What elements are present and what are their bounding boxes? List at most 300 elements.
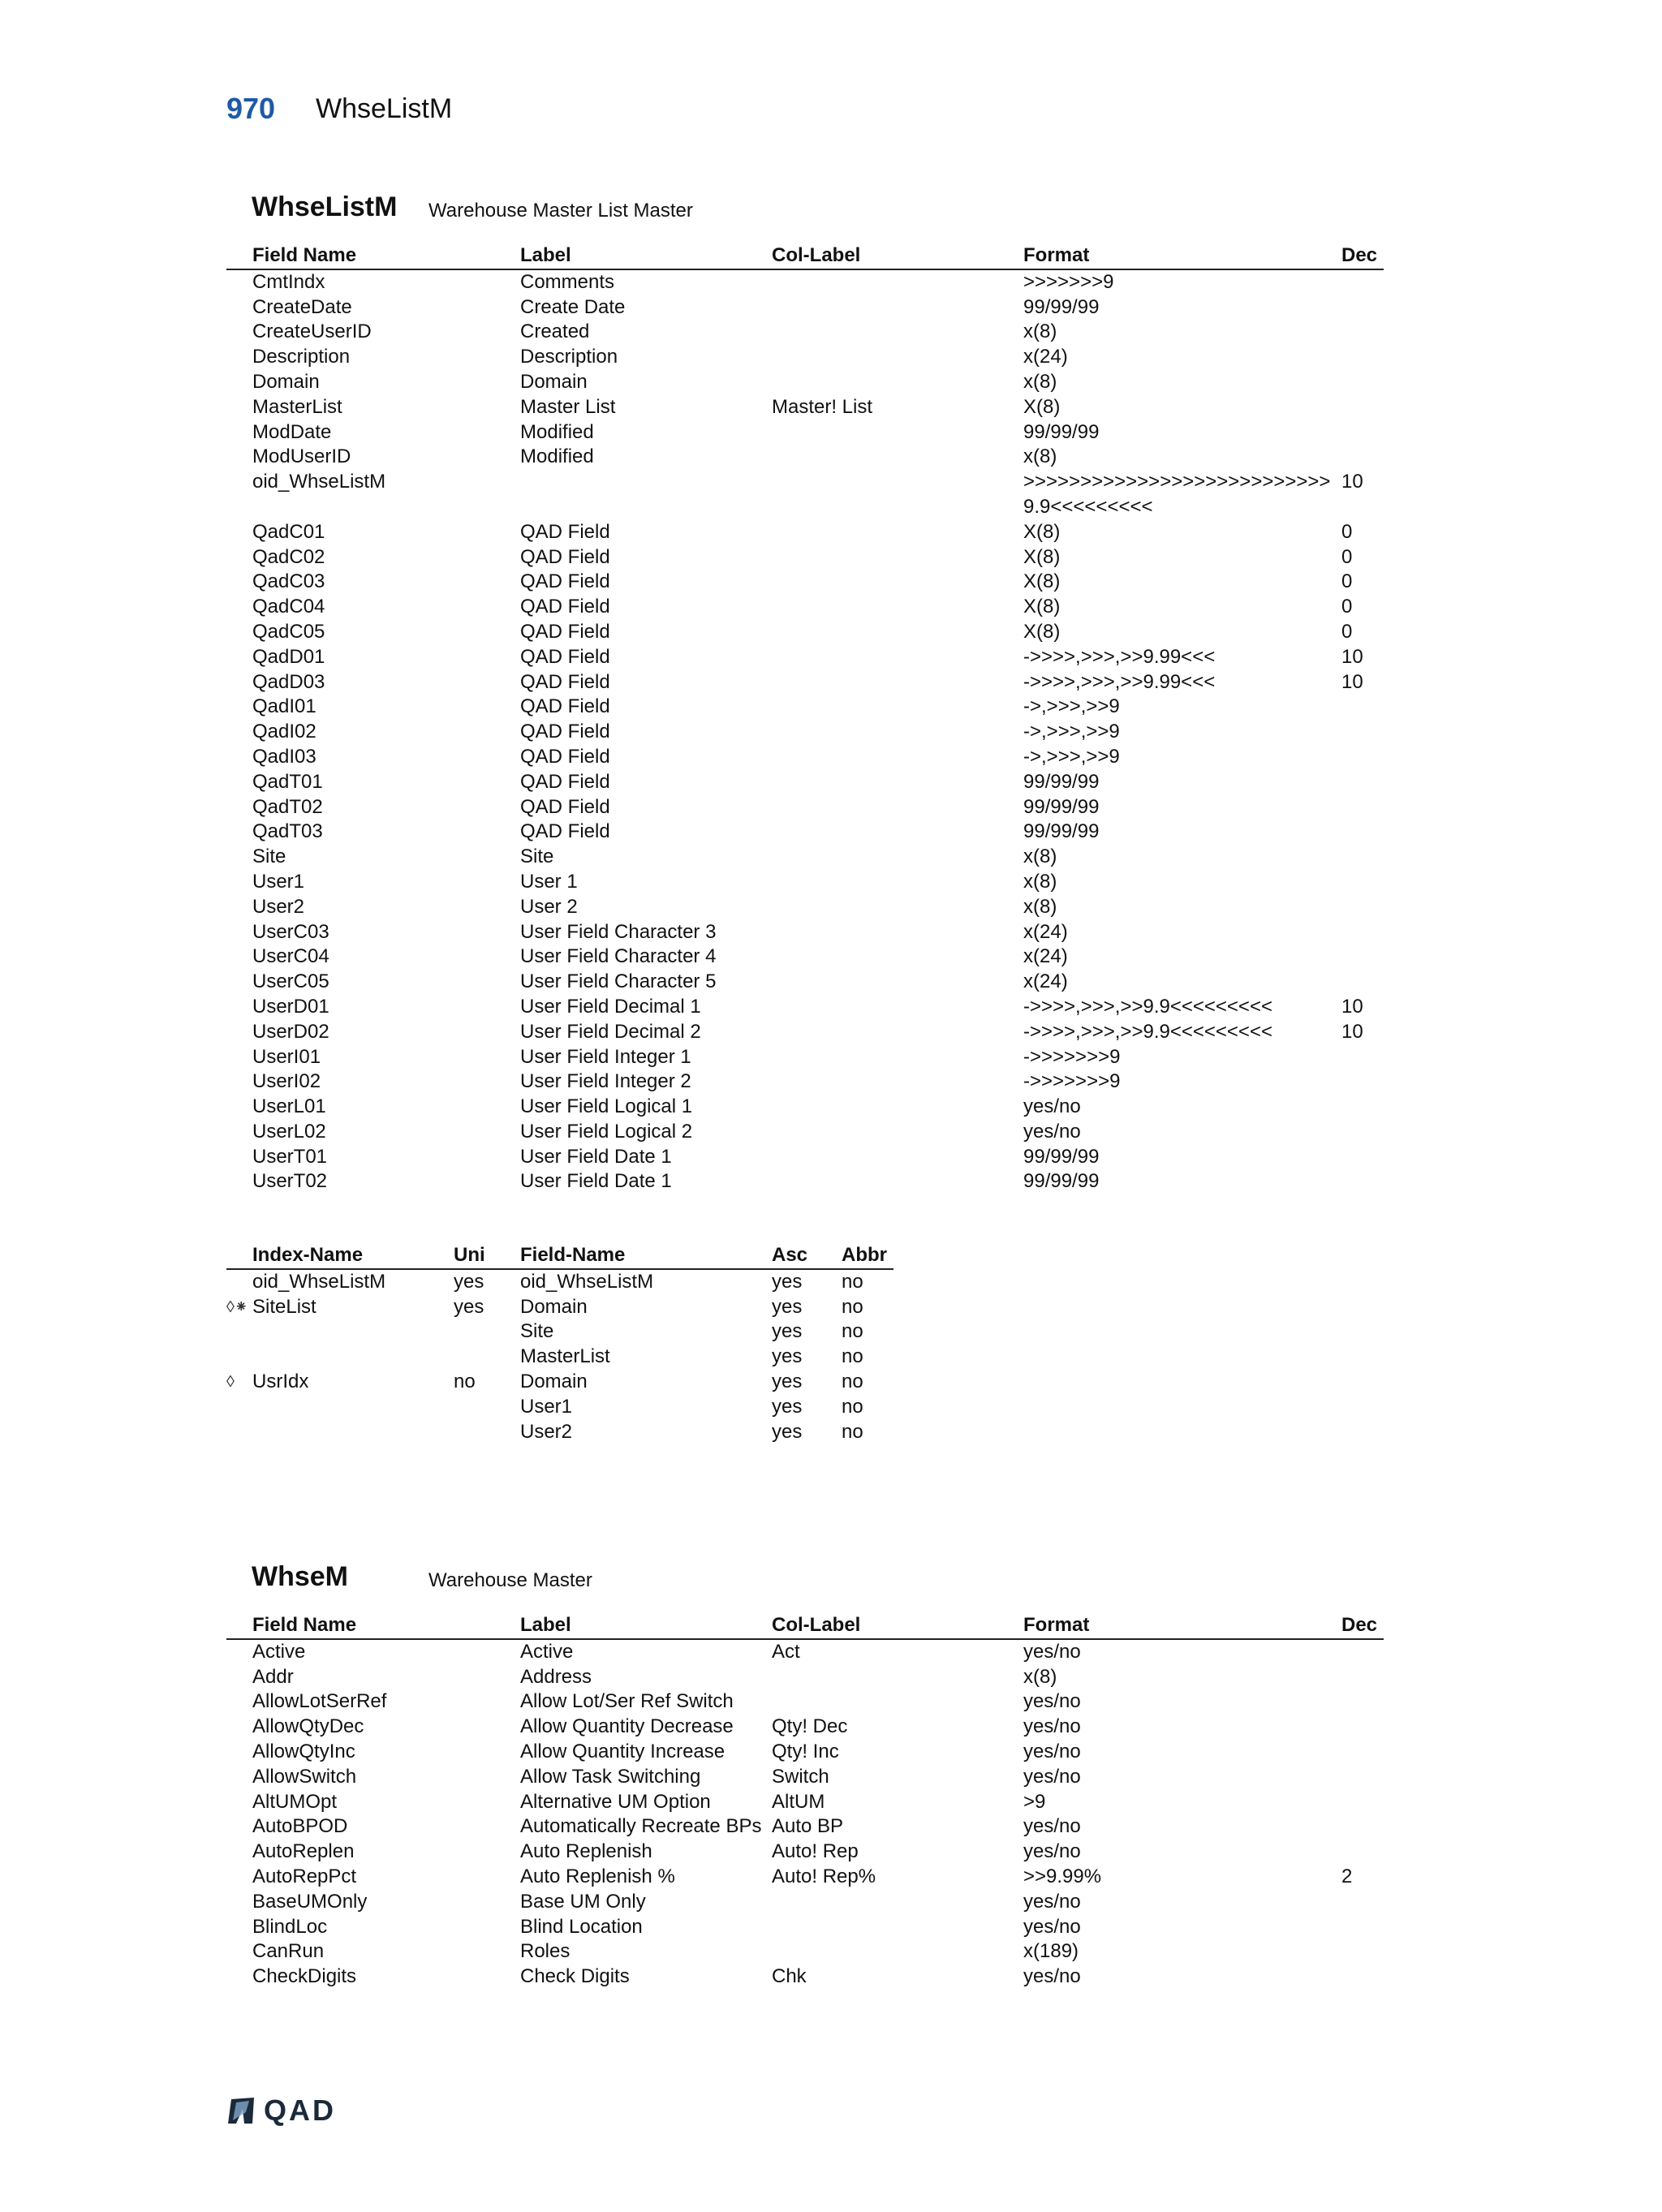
cell-format: x(24) (1023, 945, 1068, 968)
cell-field: UserI02 (252, 1070, 321, 1093)
table-row (226, 1095, 1384, 1120)
cell-collabel (772, 645, 1023, 670)
cell-collabel: Qty! Dec (772, 1715, 848, 1738)
table-row (226, 445, 1384, 470)
cell-dec (1341, 1790, 1384, 1815)
cell-field: ModDate (252, 420, 332, 443)
row-spacer (226, 1915, 252, 1940)
cell-format: >>>>>>>>>>>>>>>>>>>>>>>>>>>9.9<<<<<<<<< (1023, 471, 1331, 518)
cell-dec (1341, 1639, 1384, 1665)
cell-collabel (772, 1939, 1023, 1965)
row-spacer (226, 320, 252, 345)
table-row (226, 520, 1384, 545)
cell-field: oid_WhseListM (520, 1270, 654, 1293)
row-spacer (226, 970, 252, 995)
cell-collabel (772, 1120, 1023, 1145)
table-row (226, 370, 1384, 395)
cell-collabel (772, 595, 1023, 620)
cell-field: UserL01 (252, 1095, 326, 1118)
cell-collabel (772, 995, 1023, 1020)
cell-field: oid_WhseListM (252, 471, 386, 493)
cell-index: SiteList (252, 1295, 316, 1318)
cell-uni (454, 1319, 520, 1345)
cell-label: QAD Field (520, 795, 610, 818)
table-row (226, 1639, 1384, 1665)
cell-field: QadD03 (252, 670, 325, 693)
table-row (226, 1814, 1384, 1840)
cell-dec (1341, 895, 1384, 920)
row-spacer (226, 1740, 252, 1765)
header-asc: Asc (772, 1243, 842, 1269)
cell-format: >>>>>>>9 (1023, 270, 1114, 293)
cell-format: x(189) (1023, 1940, 1079, 1963)
row-spacer (226, 895, 252, 920)
cell-collabel (772, 945, 1023, 970)
cell-collabel (772, 295, 1023, 321)
index-marker: ◊⁕ (226, 1298, 248, 1316)
row-spacer (226, 1715, 252, 1740)
cell-format: >>9.99% (1023, 1865, 1102, 1887)
cell-format: yes/no (1023, 1120, 1081, 1143)
cell-format: ->>>>,>>>,>>9.99<<< (1023, 645, 1216, 668)
table-row (226, 720, 1384, 745)
cell-dec: 10 (1341, 471, 1363, 493)
row-spacer (226, 1790, 252, 1815)
table-row (226, 770, 1384, 795)
cell-field: QadC04 (252, 596, 325, 618)
index-row (226, 1295, 893, 1320)
cell-format: x(8) (1023, 445, 1057, 468)
cell-field: CreateUserID (252, 321, 372, 343)
table-row (226, 1715, 1384, 1740)
cell-label: QAD Field (520, 645, 610, 668)
row-spacer (226, 570, 252, 595)
header-spacer (226, 1613, 252, 1639)
header-col-label: Col-Label (772, 1613, 1023, 1639)
row-spacer (226, 1120, 252, 1145)
cell-field: QadT02 (252, 795, 323, 818)
table-row (226, 1020, 1384, 1045)
table-row (226, 320, 1384, 345)
cell-label: Roles (520, 1940, 571, 1963)
row-spacer (226, 370, 252, 395)
cell-label: QAD Field (520, 721, 610, 743)
cell-dec: 0 (1341, 520, 1353, 543)
cell-field: UserL02 (252, 1120, 326, 1143)
header-field-name: Field-Name (520, 1243, 772, 1269)
row-spacer (226, 520, 252, 545)
cell-abbr: no (842, 1420, 863, 1443)
cell-field: MasterList (252, 395, 342, 418)
cell-format: yes/no (1023, 1095, 1081, 1118)
table-title-whsem (252, 1561, 592, 1593)
cell-label: User Field Character 5 (520, 970, 717, 993)
cell-asc: yes (772, 1395, 803, 1418)
cell-field: User1 (252, 870, 305, 893)
cell-format: x(8) (1023, 321, 1057, 343)
table-row (226, 795, 1384, 820)
index-marker (226, 1269, 252, 1295)
header-field-name: Field Name (252, 243, 520, 269)
table-row (226, 745, 1384, 770)
cell-format: ->>>>>>>9 (1023, 1070, 1121, 1093)
cell-dec (1341, 420, 1384, 445)
index-marker: ◊ (226, 1372, 235, 1391)
cell-format: 99/99/99 (1023, 1170, 1100, 1193)
cell-collabel (772, 670, 1023, 695)
row-spacer (226, 620, 252, 645)
index-body (226, 1269, 893, 1445)
cell-format: x(24) (1023, 346, 1068, 368)
cell-field: UserC05 (252, 970, 329, 993)
table-row (226, 820, 1384, 845)
table-row (226, 1915, 1384, 1940)
cell-format: x(8) (1023, 370, 1057, 393)
table-row (226, 1069, 1384, 1095)
cell-field: QadD01 (252, 645, 325, 668)
index-marker (226, 1345, 252, 1370)
cell-dec (1341, 1665, 1384, 1690)
table-row (226, 945, 1384, 970)
cell-label: User Field Decimal 1 (520, 995, 701, 1018)
cell-dec (1341, 445, 1384, 470)
cell-dec: 0 (1341, 596, 1353, 618)
cell-asc: yes (772, 1420, 803, 1443)
cell-field: Domain (252, 370, 320, 393)
table-row (226, 1045, 1384, 1070)
table-row (226, 420, 1384, 445)
page-number: 970 (226, 92, 276, 125)
cell-field: AutoRepPct (252, 1865, 357, 1887)
cell-label: Auto Replenish % (520, 1865, 675, 1887)
header-spacer (226, 243, 252, 269)
table-body (226, 1639, 1384, 1990)
cell-field: QadC01 (252, 520, 325, 543)
cell-dec (1341, 370, 1384, 395)
qad-logo-text: QAD (264, 2094, 336, 2127)
header-format: Format (1023, 243, 1341, 269)
cell-dec (1341, 269, 1384, 295)
cell-collabel (772, 820, 1023, 845)
cell-collabel (772, 920, 1023, 945)
cell-dec (1341, 695, 1384, 720)
cell-label: QAD Field (520, 570, 610, 593)
cell-format: x(8) (1023, 895, 1057, 918)
cell-field: Addr (252, 1665, 294, 1688)
row-spacer (226, 745, 252, 770)
cell-dec (1341, 920, 1384, 945)
cell-dec (1341, 745, 1384, 770)
cell-format: yes/no (1023, 1715, 1081, 1738)
index-marker (226, 1319, 252, 1345)
table-description: Warehouse Master List Master (428, 200, 693, 222)
row-spacer (226, 395, 252, 420)
table-row (226, 1169, 1384, 1194)
row-spacer (226, 820, 252, 845)
table-row (226, 1120, 1384, 1145)
cell-dec (1341, 1045, 1384, 1070)
cell-field: BaseUMOnly (252, 1890, 368, 1913)
cell-dec (1341, 345, 1384, 370)
cell-dec: 10 (1341, 670, 1363, 693)
cell-format: 99/99/99 (1023, 795, 1100, 818)
row-spacer (226, 1145, 252, 1170)
row-spacer (226, 720, 252, 745)
cell-format: yes/no (1023, 1815, 1081, 1838)
cell-collabel: AltUM (772, 1790, 825, 1813)
cell-collabel: Chk (772, 1965, 807, 1988)
row-spacer (226, 870, 252, 895)
cell-field: Domain (520, 1295, 588, 1318)
cell-asc: yes (772, 1320, 803, 1343)
cell-label: QAD Field (520, 620, 610, 643)
cell-field: AllowSwitch (252, 1765, 357, 1788)
cell-index (252, 1395, 454, 1420)
cell-dec (1341, 870, 1384, 895)
cell-collabel (772, 1145, 1023, 1170)
cell-dec (1341, 795, 1384, 820)
cell-format: 99/99/99 (1023, 770, 1100, 793)
cell-collabel: Act (772, 1640, 800, 1663)
cell-format: 99/99/99 (1023, 420, 1100, 443)
cell-collabel (772, 420, 1023, 445)
cell-label: User 1 (520, 870, 578, 893)
header-field-name: Field Name (252, 1613, 520, 1639)
cell-format: X(8) (1023, 570, 1061, 593)
cell-field: UserD02 (252, 1020, 329, 1043)
field-table-whselistm (226, 243, 1384, 1194)
cell-label: Address (520, 1665, 592, 1688)
table-row (226, 1740, 1384, 1765)
cell-collabel (772, 320, 1023, 345)
row-spacer (226, 945, 252, 970)
table-row (226, 470, 1384, 520)
row-spacer (226, 1765, 252, 1790)
qad-logo-icon (226, 2096, 257, 2125)
cell-format: yes/no (1023, 1915, 1081, 1938)
cell-uni: yes (454, 1270, 484, 1293)
row-spacer (226, 470, 252, 520)
cell-field: CreateDate (252, 295, 352, 318)
index-row (226, 1370, 893, 1395)
index-row (226, 1420, 893, 1445)
cell-collabel (772, 845, 1023, 870)
cell-field: UserD01 (252, 995, 329, 1018)
cell-collabel: Auto BP (772, 1815, 844, 1838)
cell-collabel (772, 545, 1023, 570)
cell-uni (454, 1420, 520, 1445)
field-table-whsem (226, 1613, 1384, 1990)
table-row (226, 620, 1384, 645)
cell-dec: 0 (1341, 570, 1353, 593)
row-spacer (226, 645, 252, 670)
cell-label: Automatically Recreate BPs (520, 1815, 762, 1838)
cell-format: x(8) (1023, 846, 1057, 868)
row-spacer (226, 1095, 252, 1120)
cell-label: User Field Decimal 2 (520, 1020, 701, 1043)
cell-label: Check Digits (520, 1965, 630, 1988)
cell-dec: 10 (1341, 1020, 1363, 1043)
cell-index (252, 1420, 454, 1445)
row-spacer (226, 269, 252, 295)
cell-field: UserC03 (252, 920, 329, 943)
cell-collabel (772, 1890, 1023, 1915)
cell-collabel (772, 1045, 1023, 1070)
cell-collabel (772, 345, 1023, 370)
cell-format: >9 (1023, 1790, 1046, 1813)
cell-field: UserI01 (252, 1045, 321, 1068)
cell-field: QadC03 (252, 570, 325, 593)
row-spacer (226, 845, 252, 870)
cell-label: Comments (520, 270, 615, 293)
table-header-row (226, 1613, 1384, 1639)
row-spacer (226, 1689, 252, 1715)
cell-uni (454, 1345, 520, 1370)
cell-dec (1341, 970, 1384, 995)
cell-field: ModUserID (252, 445, 351, 468)
cell-collabel (772, 269, 1023, 295)
cell-field: AutoBPOD (252, 1815, 348, 1838)
cell-dec: 0 (1341, 545, 1353, 568)
cell-format: X(8) (1023, 620, 1061, 643)
cell-uni (454, 1395, 520, 1420)
cell-collabel (772, 620, 1023, 645)
index-row (226, 1319, 893, 1345)
cell-format: ->>>>,>>>,>>9.9<<<<<<<<< (1023, 1020, 1272, 1043)
table-row (226, 1145, 1384, 1170)
cell-format: ->,>>>,>>9 (1023, 745, 1120, 768)
cell-format: x(8) (1023, 870, 1057, 893)
table-row (226, 1765, 1384, 1790)
cell-field: Site (252, 846, 286, 868)
header-format: Format (1023, 1613, 1341, 1639)
table-title-whselistm (252, 192, 693, 223)
cell-asc: yes (772, 1270, 803, 1293)
cell-field: UserT01 (252, 1145, 328, 1168)
cell-format: x(8) (1023, 1665, 1057, 1688)
cell-collabel (772, 1169, 1023, 1194)
cell-format: x(24) (1023, 920, 1068, 943)
table-row (226, 1665, 1384, 1690)
cell-field: MasterList (520, 1345, 610, 1368)
table-row (226, 1790, 1384, 1815)
cell-field: Description (252, 346, 351, 368)
cell-field: QadC05 (252, 620, 325, 643)
cell-asc: yes (772, 1295, 803, 1318)
cell-format: X(8) (1023, 395, 1061, 418)
cell-collabel (772, 895, 1023, 920)
page-title: WhseListM (316, 93, 453, 124)
row-spacer (226, 1890, 252, 1915)
cell-label: User Field Character 3 (520, 920, 717, 943)
cell-label: Site (520, 846, 554, 868)
cell-dec (1341, 1145, 1384, 1170)
table-row (226, 1939, 1384, 1965)
cell-collabel (772, 1069, 1023, 1095)
table-row (226, 870, 1384, 895)
cell-collabel: Switch (772, 1765, 829, 1788)
cell-format: yes/no (1023, 1740, 1081, 1762)
cell-field: CheckDigits (252, 1965, 357, 1988)
cell-dec (1341, 770, 1384, 795)
cell-collabel (772, 520, 1023, 545)
cell-collabel (772, 470, 1023, 520)
row-spacer (226, 670, 252, 695)
cell-field: QadI02 (252, 721, 316, 743)
header-label: Label (520, 1613, 772, 1639)
page-header (226, 88, 452, 130)
cell-dec (1341, 820, 1384, 845)
cell-asc: yes (772, 1370, 803, 1392)
cell-dec: 2 (1341, 1865, 1353, 1887)
row-spacer (226, 795, 252, 820)
row-spacer (226, 1045, 252, 1070)
cell-field: Domain (520, 1370, 588, 1392)
cell-label: Description (520, 346, 618, 368)
table-row (226, 970, 1384, 995)
cell-label: Domain (520, 370, 588, 393)
cell-dec: 10 (1341, 995, 1363, 1018)
qad-logo (226, 2094, 336, 2128)
table-header-row (226, 243, 1384, 269)
cell-field: CanRun (252, 1940, 325, 1963)
cell-format: ->>>>,>>>,>>9.9<<<<<<<<< (1023, 995, 1272, 1018)
cell-collabel (772, 720, 1023, 745)
row-spacer (226, 1020, 252, 1045)
cell-label: QAD Field (520, 545, 610, 568)
row-spacer (226, 595, 252, 620)
cell-format: ->,>>>,>>9 (1023, 721, 1120, 743)
cell-asc: yes (772, 1345, 803, 1368)
cell-label: Auto Replenish (520, 1840, 652, 1863)
cell-dec (1341, 1740, 1384, 1765)
cell-label: User Field Integer 2 (520, 1070, 691, 1093)
cell-dec (1341, 1689, 1384, 1715)
table-row (226, 545, 1384, 570)
cell-index: oid_WhseListM (252, 1270, 386, 1293)
cell-label: User Field Logical 1 (520, 1095, 693, 1118)
cell-field: BlindLoc (252, 1915, 328, 1938)
cell-dec (1341, 295, 1384, 321)
cell-collabel (772, 445, 1023, 470)
cell-label: Create Date (520, 295, 626, 318)
cell-abbr: no (842, 1395, 863, 1418)
table-row (226, 345, 1384, 370)
cell-format: yes/no (1023, 1690, 1081, 1713)
cell-dec (1341, 845, 1384, 870)
cell-collabel (772, 795, 1023, 820)
cell-format: X(8) (1023, 545, 1061, 568)
table-name: WhseM (252, 1561, 348, 1592)
row-spacer (226, 445, 252, 470)
table-body (226, 269, 1384, 1194)
cell-field: UserT02 (252, 1170, 328, 1193)
row-spacer (226, 545, 252, 570)
cell-format: yes/no (1023, 1640, 1081, 1663)
row-spacer (226, 920, 252, 945)
cell-index: UsrIdx (252, 1370, 309, 1392)
index-row (226, 1269, 893, 1295)
cell-format: ->>>>>>>9 (1023, 1045, 1121, 1068)
cell-label: User Field Date 1 (520, 1145, 672, 1168)
table-row (226, 269, 1384, 295)
cell-label: Allow Lot/Ser Ref Switch (520, 1690, 734, 1713)
cell-dec (1341, 945, 1384, 970)
table-row (226, 1840, 1384, 1865)
cell-label: Allow Quantity Decrease (520, 1715, 734, 1738)
cell-dec (1341, 1965, 1384, 1990)
cell-label: QAD Field (520, 670, 610, 693)
